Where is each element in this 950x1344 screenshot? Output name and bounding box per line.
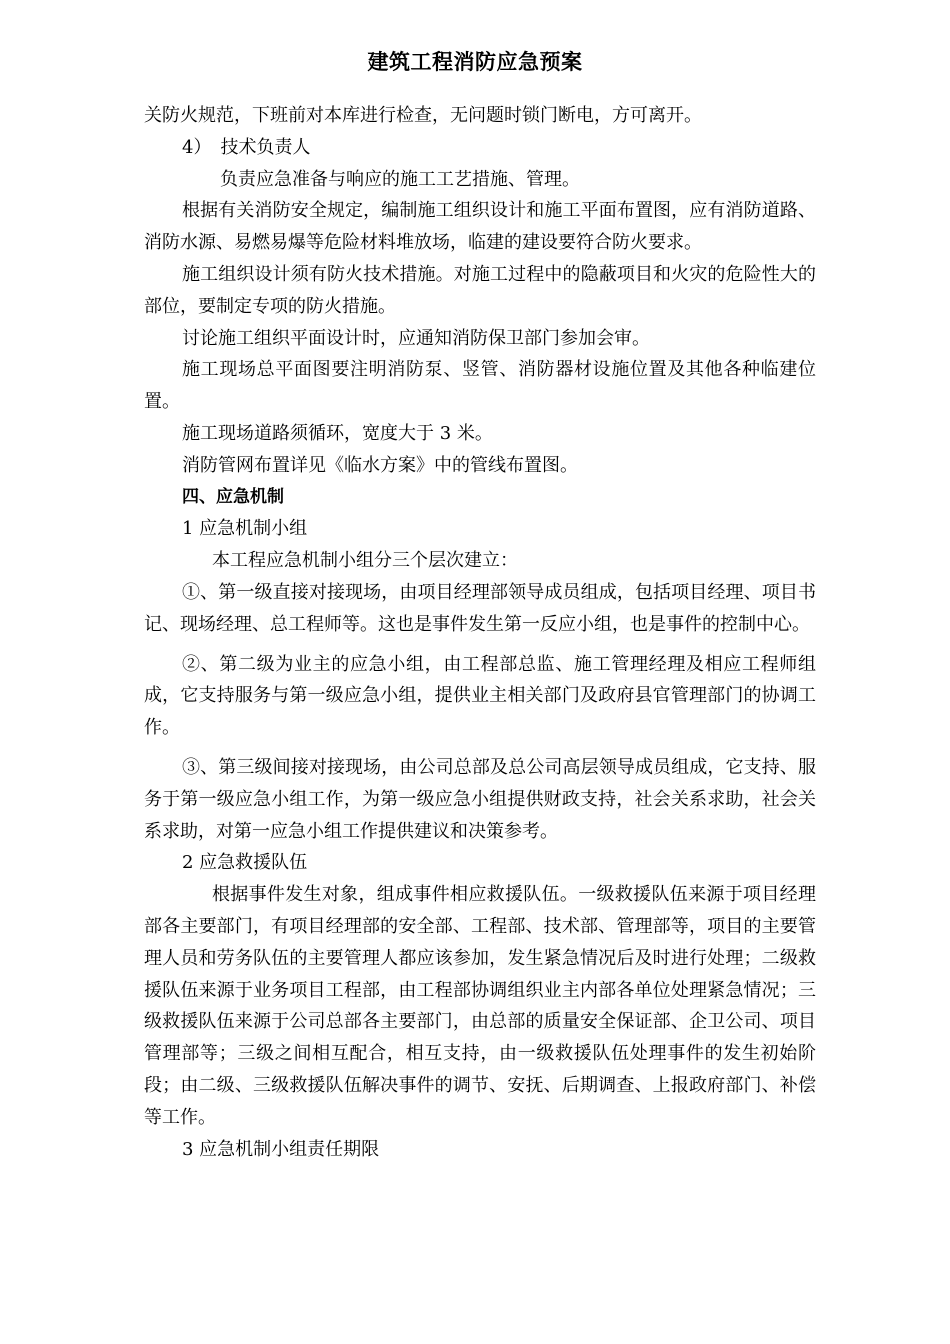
- page-title: 建筑工程消防应急预案: [367, 50, 583, 74]
- paragraph: 施工组织设计须有防火技术措施。对施工过程中的隐蔽项目和火灾的危险性大的部位，要制定专项的防火措施。: [144, 263, 816, 317]
- document-body: [144, 100, 816, 1165]
- paragraph: ③、第三级间接对接现场，由公司总部及总公司高层领导成员组成，它支持、服务于第一级应急小组工作，为第一级应急小组提供财政支持，社会关系求助，社会关系求助，对第一应急小组工作提供建议和决策参考。: [144, 756, 816, 842]
- subsection-heading: 2 应急救援队伍: [182, 852, 308, 874]
- list-item-heading: 4） 技术负责人: [182, 136, 311, 158]
- paragraph: 消防管网布置详见《临水方案》中的管线布置图。: [182, 454, 578, 476]
- paragraph: 施工现场道路须循环，宽度大于 3 米。: [182, 422, 493, 444]
- paragraph: 负责应急准备与响应的施工工艺措施、管理。: [220, 168, 580, 190]
- subsection-heading: 1 应急机制小组: [182, 518, 308, 540]
- section-heading: 四、应急机制: [182, 486, 284, 507]
- paragraph: ②、第二级为业主的应急小组，由工程部总监、施工管理经理及相应工程师组成，它支持服务与第一级应急小组，提供业主相关部门及政府县官管理部门的协调工作。: [144, 653, 816, 739]
- paragraph: 根据有关消防安全规定，编制施工组织设计和施工平面布置图，应有消防道路、消防水源、易燃易爆等危险材料堆放场，临建的建设要符合防火要求。: [144, 200, 816, 254]
- paragraph: ①、第一级直接对接现场，由项目经理部领导成员组成，包括项目经理、项目书记、现场经理、总工程师等。这也是事件发生第一反应小组，也是事件的控制中心。: [144, 581, 816, 635]
- paragraph: 讨论施工组织平面设计时，应通知消防保卫部门参加会审。: [182, 327, 650, 349]
- paragraph: 本工程应急机制小组分三个层次建立：: [212, 550, 518, 572]
- paragraph: 施工现场总平面图要注明消防泵、竖管、消防器材设施位置及其他各种临建位置。: [144, 359, 816, 413]
- paragraph: 关防火规范，下班前对本库进行检查，无问题时锁门断电，方可离开。: [144, 105, 702, 126]
- subsection-heading: 3 应急机制小组责任期限: [182, 1138, 380, 1160]
- paragraph: 根据事件发生对象，组成事件相应救援队伍。一级救援队伍来源于项目经理部各主要部门，有项目经理部的安全部、工程部、技术部、管理部等，项目的主要管理人员和劳务队伍的主要管理人都应该参加，发生紧急情况后及时进行处理；二级救援队伍来源于业务项目工程部，由工程部协调组织业主内部各单位处理紧急情况；三级救援队伍来源于公司总部各主要部门，由总部的质量安全保证部、企卫公司、项目管理部等；三级之间相互配合，相互支持，由一级救援队伍处理事件的发生初始阶段；由二级、三级救援队伍解决事件的调节、安抚、后期调查、上报政府部门、补偿等工作。: [144, 884, 816, 1128]
